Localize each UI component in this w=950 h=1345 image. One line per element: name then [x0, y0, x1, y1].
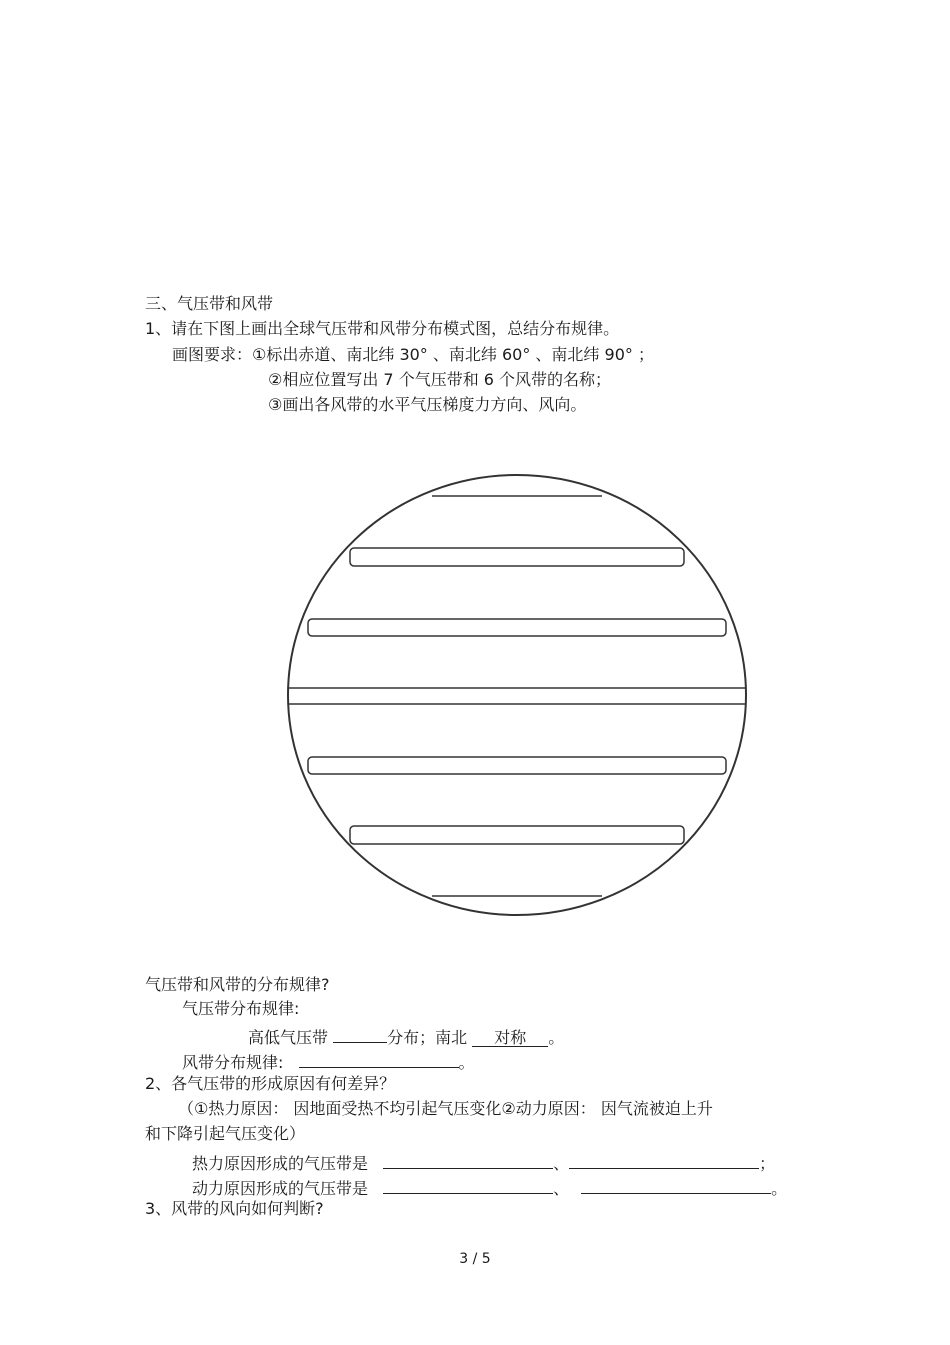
dynamic-separator: 、 — [553, 1179, 570, 1198]
latitude-30n-band — [308, 619, 726, 636]
requirement-item-1: ①标出赤道、南北纬 30° 、南北纬 60° 、南北纬 90° ； — [252, 345, 654, 364]
question-1: 1、请在下图上画出全球气压带和风带分布模式图，总结分布规律。 — [145, 319, 620, 338]
question-2-note-1: （①热力原因： 因地面受热不均引起气压变化②动力原因： 因气流被迫上升 — [178, 1099, 713, 1118]
drawing-requirement-2: ②相应位置写出 7 个气压带和 6 个风带的名称； — [268, 370, 612, 389]
question-2-note-2: 和下降引起气压变化） — [145, 1124, 306, 1143]
wind-rule-label: 风带分布规律: — [182, 1053, 284, 1072]
globe-outline — [288, 475, 746, 915]
pressure-rule-label: 气压带分布规律: — [182, 999, 300, 1018]
question-2: 2、各气压带的形成原因有何差异？ — [145, 1074, 396, 1093]
dynamic-pressure-line — [192, 1175, 787, 1199]
dynamic-answer-blank-2[interactable] — [581, 1175, 771, 1194]
thermal-answer-blank-2[interactable] — [569, 1150, 759, 1169]
thermal-label: 热力原因形成的气压带是 — [192, 1154, 369, 1173]
latitude-30s-band — [308, 757, 726, 774]
dynamic-answer-blank-1[interactable] — [383, 1175, 553, 1194]
dynamic-label: 动力原因形成的气压带是 — [192, 1179, 369, 1198]
drawing-requirement-1 — [172, 345, 654, 365]
page-number: 3 / 5 — [459, 1251, 491, 1267]
rules-heading: 气压带和风带的分布规律? — [145, 975, 330, 994]
pressure-rule-mid: 分布；南北 — [387, 1028, 468, 1047]
thermal-answer-blank-1[interactable] — [383, 1150, 553, 1169]
pressure-rule-end: 。 — [548, 1028, 565, 1047]
thermal-separator: 、 — [553, 1154, 570, 1173]
thermal-end: ； — [759, 1154, 776, 1173]
thermal-pressure-line — [192, 1150, 775, 1174]
wind-distribution-blank[interactable] — [299, 1049, 459, 1068]
requirement-label: 画图要求： — [172, 345, 253, 364]
drawing-requirement-3: ③画出各风带的水平气压梯度力方向、风向。 — [268, 395, 587, 414]
latitude-60n-band — [350, 548, 684, 566]
pressure-rule-line — [248, 1024, 564, 1048]
wind-rule-end: 。 — [458, 1053, 475, 1072]
pressure-rule-text: 高低气压带 — [248, 1028, 329, 1047]
section-title: 三、气压带和风带 — [145, 294, 274, 313]
dynamic-end: 。 — [771, 1179, 788, 1198]
question-3: 3、风带的风向如何判断? — [145, 1199, 324, 1218]
latitude-60s-band — [350, 826, 684, 844]
globe-diagram — [285, 470, 755, 920]
wind-rule-line — [182, 1049, 475, 1073]
symmetry-answer-blank[interactable]: 对称 — [472, 1028, 548, 1047]
pressure-distribution-blank[interactable] — [333, 1024, 387, 1043]
